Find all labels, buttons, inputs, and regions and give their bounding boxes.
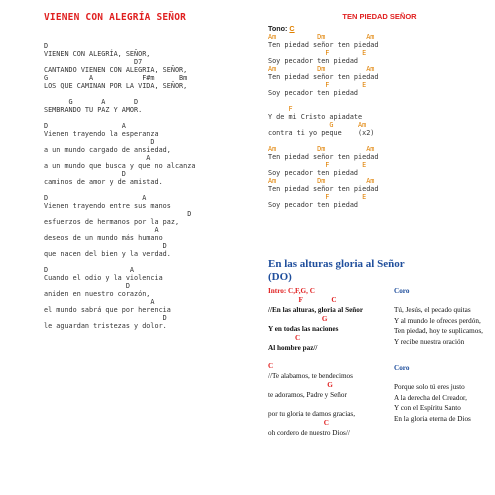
coro-lines-1	[394, 305, 494, 347]
intro-chords: Intro: C,F,G, C	[268, 287, 315, 295]
lyric-line: D	[44, 42, 49, 50]
lyric-line	[44, 186, 259, 194]
lyric-line: D	[44, 314, 167, 322]
lyric-line: D7	[44, 58, 143, 66]
gloria-song	[268, 258, 493, 437]
chord-line: F C	[268, 296, 337, 304]
chord-line: C	[268, 334, 301, 342]
lyric-line: D A	[44, 266, 135, 274]
song-title-vienen: VIENEN CON ALEGRÍA SEÑOR	[44, 12, 187, 23]
song-title-gloria-line1: En las alturas gloria al Señor	[268, 258, 405, 270]
lyric-line: Soy pecador ten piedad	[268, 57, 359, 65]
chorus-line: Y recibe nuestra oración	[394, 337, 465, 346]
chord-line: F E	[268, 193, 367, 201]
coro-lines-2	[394, 382, 494, 424]
lyric-line	[268, 97, 483, 105]
chorus-line: Y al mundo le ofreces perdón,	[394, 316, 481, 325]
chord-line: Am Dm Am	[268, 177, 375, 185]
lyric-line: D	[44, 170, 126, 178]
lyric-line: le aguardan tristezas y dolor.	[44, 322, 167, 330]
gloria-verses	[268, 286, 388, 438]
chord-line: F E	[268, 161, 367, 169]
lyric-line: A	[44, 298, 155, 306]
chord-line: C	[268, 362, 274, 370]
lyric-line: a un mundo cargado de ansiedad,	[44, 146, 171, 154]
lyric-line: LOS QUE CAMINAN POR LA VIDA, SEÑOR,	[44, 82, 188, 90]
lyric-line: Vienen trayendo entre sus manos	[44, 202, 171, 210]
chord-line: F E	[268, 49, 367, 57]
chord-line: Am Dm Am	[268, 65, 375, 73]
chord-line: Am Dm Am	[268, 33, 375, 41]
chord-line: F	[268, 105, 293, 113]
song-title-gloria-line2: (DO)	[268, 271, 292, 283]
lyric-line: D	[44, 138, 155, 146]
chorus-line: Y con el Espíritu Santo	[394, 404, 461, 412]
lyric-line	[44, 258, 259, 266]
lyric-line: oh cordero de nuestro Dios//	[268, 429, 350, 437]
lyric-line: G A D	[44, 98, 139, 106]
chorus-line: Porque solo tú eres justo	[394, 383, 465, 391]
lyric-line: Soy pecador ten piedad	[268, 201, 359, 209]
right-song	[268, 12, 483, 209]
lyric-line: que nacen del bien y la verdad.	[44, 250, 171, 258]
gloria-choruses	[394, 286, 494, 424]
song-lyrics-ten-piedad	[268, 33, 483, 209]
lyric-line: A	[44, 154, 151, 162]
lyric-line	[44, 90, 259, 98]
lyric-line: D	[44, 282, 130, 290]
lyric-line: Y en todas las naciones	[268, 325, 339, 333]
chorus-line: Ten piedad, hoy te suplicamos,	[394, 327, 483, 335]
lyric-line: D A	[44, 122, 126, 130]
gloria-verse-lines	[268, 296, 388, 438]
key-label: Tono:	[268, 24, 288, 33]
lyric-line: Soy pecador ten piedad	[268, 169, 359, 177]
lyric-line: por tu gloria te damos gracias,	[268, 410, 356, 418]
lyric-line: VIENEN CON ALEGRÍA, SEÑOR,	[44, 50, 151, 58]
lyric-line: D	[44, 242, 167, 250]
lyric-line	[268, 400, 388, 409]
chord-line: G	[268, 315, 328, 323]
lyric-line: te adoramos, Padre y Señor	[268, 391, 347, 399]
chord-line: Am Dm Am	[268, 145, 375, 153]
lyric-line	[268, 137, 483, 145]
coro-label-2: Coro	[394, 364, 410, 372]
song-lyrics-vienen	[44, 42, 259, 330]
lyric-line	[44, 114, 259, 122]
chorus-line: En la gloria eterna de Dios	[394, 414, 471, 423]
song-title-gloria	[268, 258, 493, 284]
lyric-line: contra ti yo peque (x2)	[268, 129, 375, 137]
lyric-line: esfuerzos de hermanos por la paz,	[44, 218, 180, 226]
left-song	[44, 12, 259, 330]
chord-line: F E	[268, 81, 367, 89]
lyric-line: SEMBRANDO TU PAZ Y AMOR.	[44, 106, 143, 114]
lyric-line: a un mundo que busca y que no alcanza	[44, 162, 196, 170]
lyric-line: el mundo sabrá que por herencia	[44, 306, 171, 314]
key-value: C	[289, 24, 295, 33]
lyric-line: aniden en nuestro corazón,	[44, 290, 151, 298]
coro-label-1: Coro	[394, 287, 410, 295]
chord-line: C	[268, 419, 329, 427]
chorus-line: A la derecha del Creador,	[394, 393, 467, 402]
lyric-line: Ten piedad señor ten piedad	[268, 41, 379, 49]
lyric-line: D	[44, 210, 192, 218]
lyric-line: caminos de amor y de amistad.	[44, 178, 163, 186]
lyric-line: D A	[44, 194, 147, 202]
chord-line: G Am	[268, 121, 367, 129]
chorus-line: Tú, Jesús, el pecado quitas	[394, 306, 471, 314]
key-indicator	[268, 24, 483, 33]
lyric-line: //Te alabamos, te bendecimos	[268, 372, 353, 380]
lyric-line: Ten piedad señor ten piedad	[268, 153, 379, 161]
song-title-ten-piedad: TEN PIEDAD SEÑOR	[342, 12, 417, 21]
lyric-line: Vienen trayendo la esperanza	[44, 130, 159, 138]
lyric-line: Ten piedad señor ten piedad	[268, 73, 379, 81]
lyric-line: G A F#m Bm	[44, 74, 188, 82]
lyric-line: Y de mi Cristo apiadate	[268, 113, 363, 121]
lyric-line: Soy pecador ten piedad	[268, 89, 359, 97]
lyric-line: Al hombre paz//	[268, 344, 318, 352]
lyric-line: //En las alturas, gloria al Señor	[268, 306, 364, 314]
lyric-line	[268, 353, 388, 362]
lyric-line: CANTANDO VIENEN CON ALEGRIA, SEÑOR,	[44, 66, 188, 74]
chord-line: G	[268, 381, 333, 389]
lyric-line: deseos de un mundo más humano	[44, 234, 163, 242]
lyric-line: Ten piedad señor ten piedad	[268, 185, 379, 193]
lyric-line: Cuando el odio y la violencia	[44, 274, 163, 282]
lyric-line: A	[44, 226, 159, 234]
